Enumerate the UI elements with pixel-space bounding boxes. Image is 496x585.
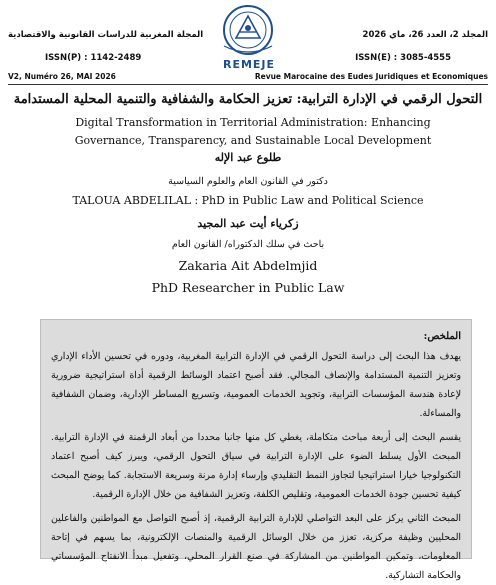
- issn-print: ISSN(P) : 1142-2489: [45, 53, 142, 63]
- article-title-en: Digital Transformation in Territorial Administration: Enhancing Governance, Transparency, and Sustainable Local Development: [74, 116, 432, 147]
- abstract-paragraph: المبحث الثاني يركز على البعد التواصلي للإدارة الترابية الرقمية، إذ أصبح التواصل مع المواطنين والفاعلين المحليين وظيفة مركزية، تعزز من خلال الوسائل الرقمية والمنصات الإلكترونية، بما يسهم في إتاحة المعلومات، وتمكين المواطنين من المشاركة في صنع القرار المحلي، وتفعيل مبدأ الانفتاح المؤسساتي والحكامة التشاركية.: [51, 513, 461, 581]
- issn-electronic: ISSN(E) : 3085-4555: [355, 53, 451, 63]
- header-divider: [8, 84, 488, 85]
- abstract-paragraph: يهدف هذا البحث إلى دراسة التحول الرقمي في الإدارة الترابية المغربية، ودوره في تحسين الأداء الإداري وتعزيز التنمية المستدامة والإنصاف المجالي. فقد أصبح اعتماد الوسائط الرقمية أداة استراتيجية ضرورية لإعادة هندسة المؤسسات الترابية، وتجويد الخدمات العمومية، وتسريع المساطر الإدارية، وضمان الشفافية والمساءلة.: [51, 351, 461, 419]
- volume-info-fr: V2, Numéro 26, MAI 2026: [8, 72, 116, 81]
- article-title-ar: التحول الرقمي في الإدارة الترابية: تعزيز الحكامة والشفافية والتنمية المحلية المستدامة: [13, 92, 483, 107]
- author-2-name-ar: زكرياء أيت عبد المجيد: [197, 217, 299, 230]
- issue-info-ar: المجلد 2، العدد 26، ماي 2026: [362, 30, 488, 40]
- author-1-name-ar: طلوع عبد الإله: [214, 151, 282, 164]
- journal-header: [0, 0, 496, 92]
- author-1-affiliation-ar: دكتور في القانون العام والعلوم السياسية: [168, 176, 328, 187]
- author-2-name-en: Zakaria Ait Abdelmjid: [178, 258, 318, 273]
- journal-name-ar: المجلة المغربية للدراسات القانونية والاقتصادية: [8, 30, 204, 40]
- author-1-name-en: TALOUA ABDELILAL : PhD in Public Law and Political Science: [72, 194, 424, 207]
- abstract-label: الملخص:: [423, 331, 461, 342]
- author-2-affiliation-ar: باحث في سلك الدكتوراه/ القانون العام: [171, 239, 325, 250]
- journal-logo-icon: [210, 2, 286, 66]
- abstract-box: [40, 319, 472, 581]
- journal-name-fr: Revue Marocaine des Eudes Juridiques et Economiques: [254, 72, 488, 81]
- abstract-paragraph: يقسم البحث إلى أربعة مباحث متكاملة، يغطي كل منها جانبا محددا من أبعاد الرقمنة في الإدارة الترابية. المبحث الأول يسلط الضوء على الإدارة الترابية في سياق التحول الرقمي، ويبرز كيف أصبح اعتماد التكنولوجيا خيارا استراتيجيا لتجاوز النمط التقليدي وإرساء إدارة مرنة وسريعة الاستجابة. كما يوضح المبحث كيفية تحسين جودة الخدمات العمومية، وتقليص الكلفة، وتعزيز الشفافية من خلال الإدارة الرقمية.: [51, 432, 461, 500]
- author-2-role-en: PhD Researcher in Public Law: [151, 280, 345, 295]
- journal-logo-text: REMEJE: [222, 58, 276, 71]
